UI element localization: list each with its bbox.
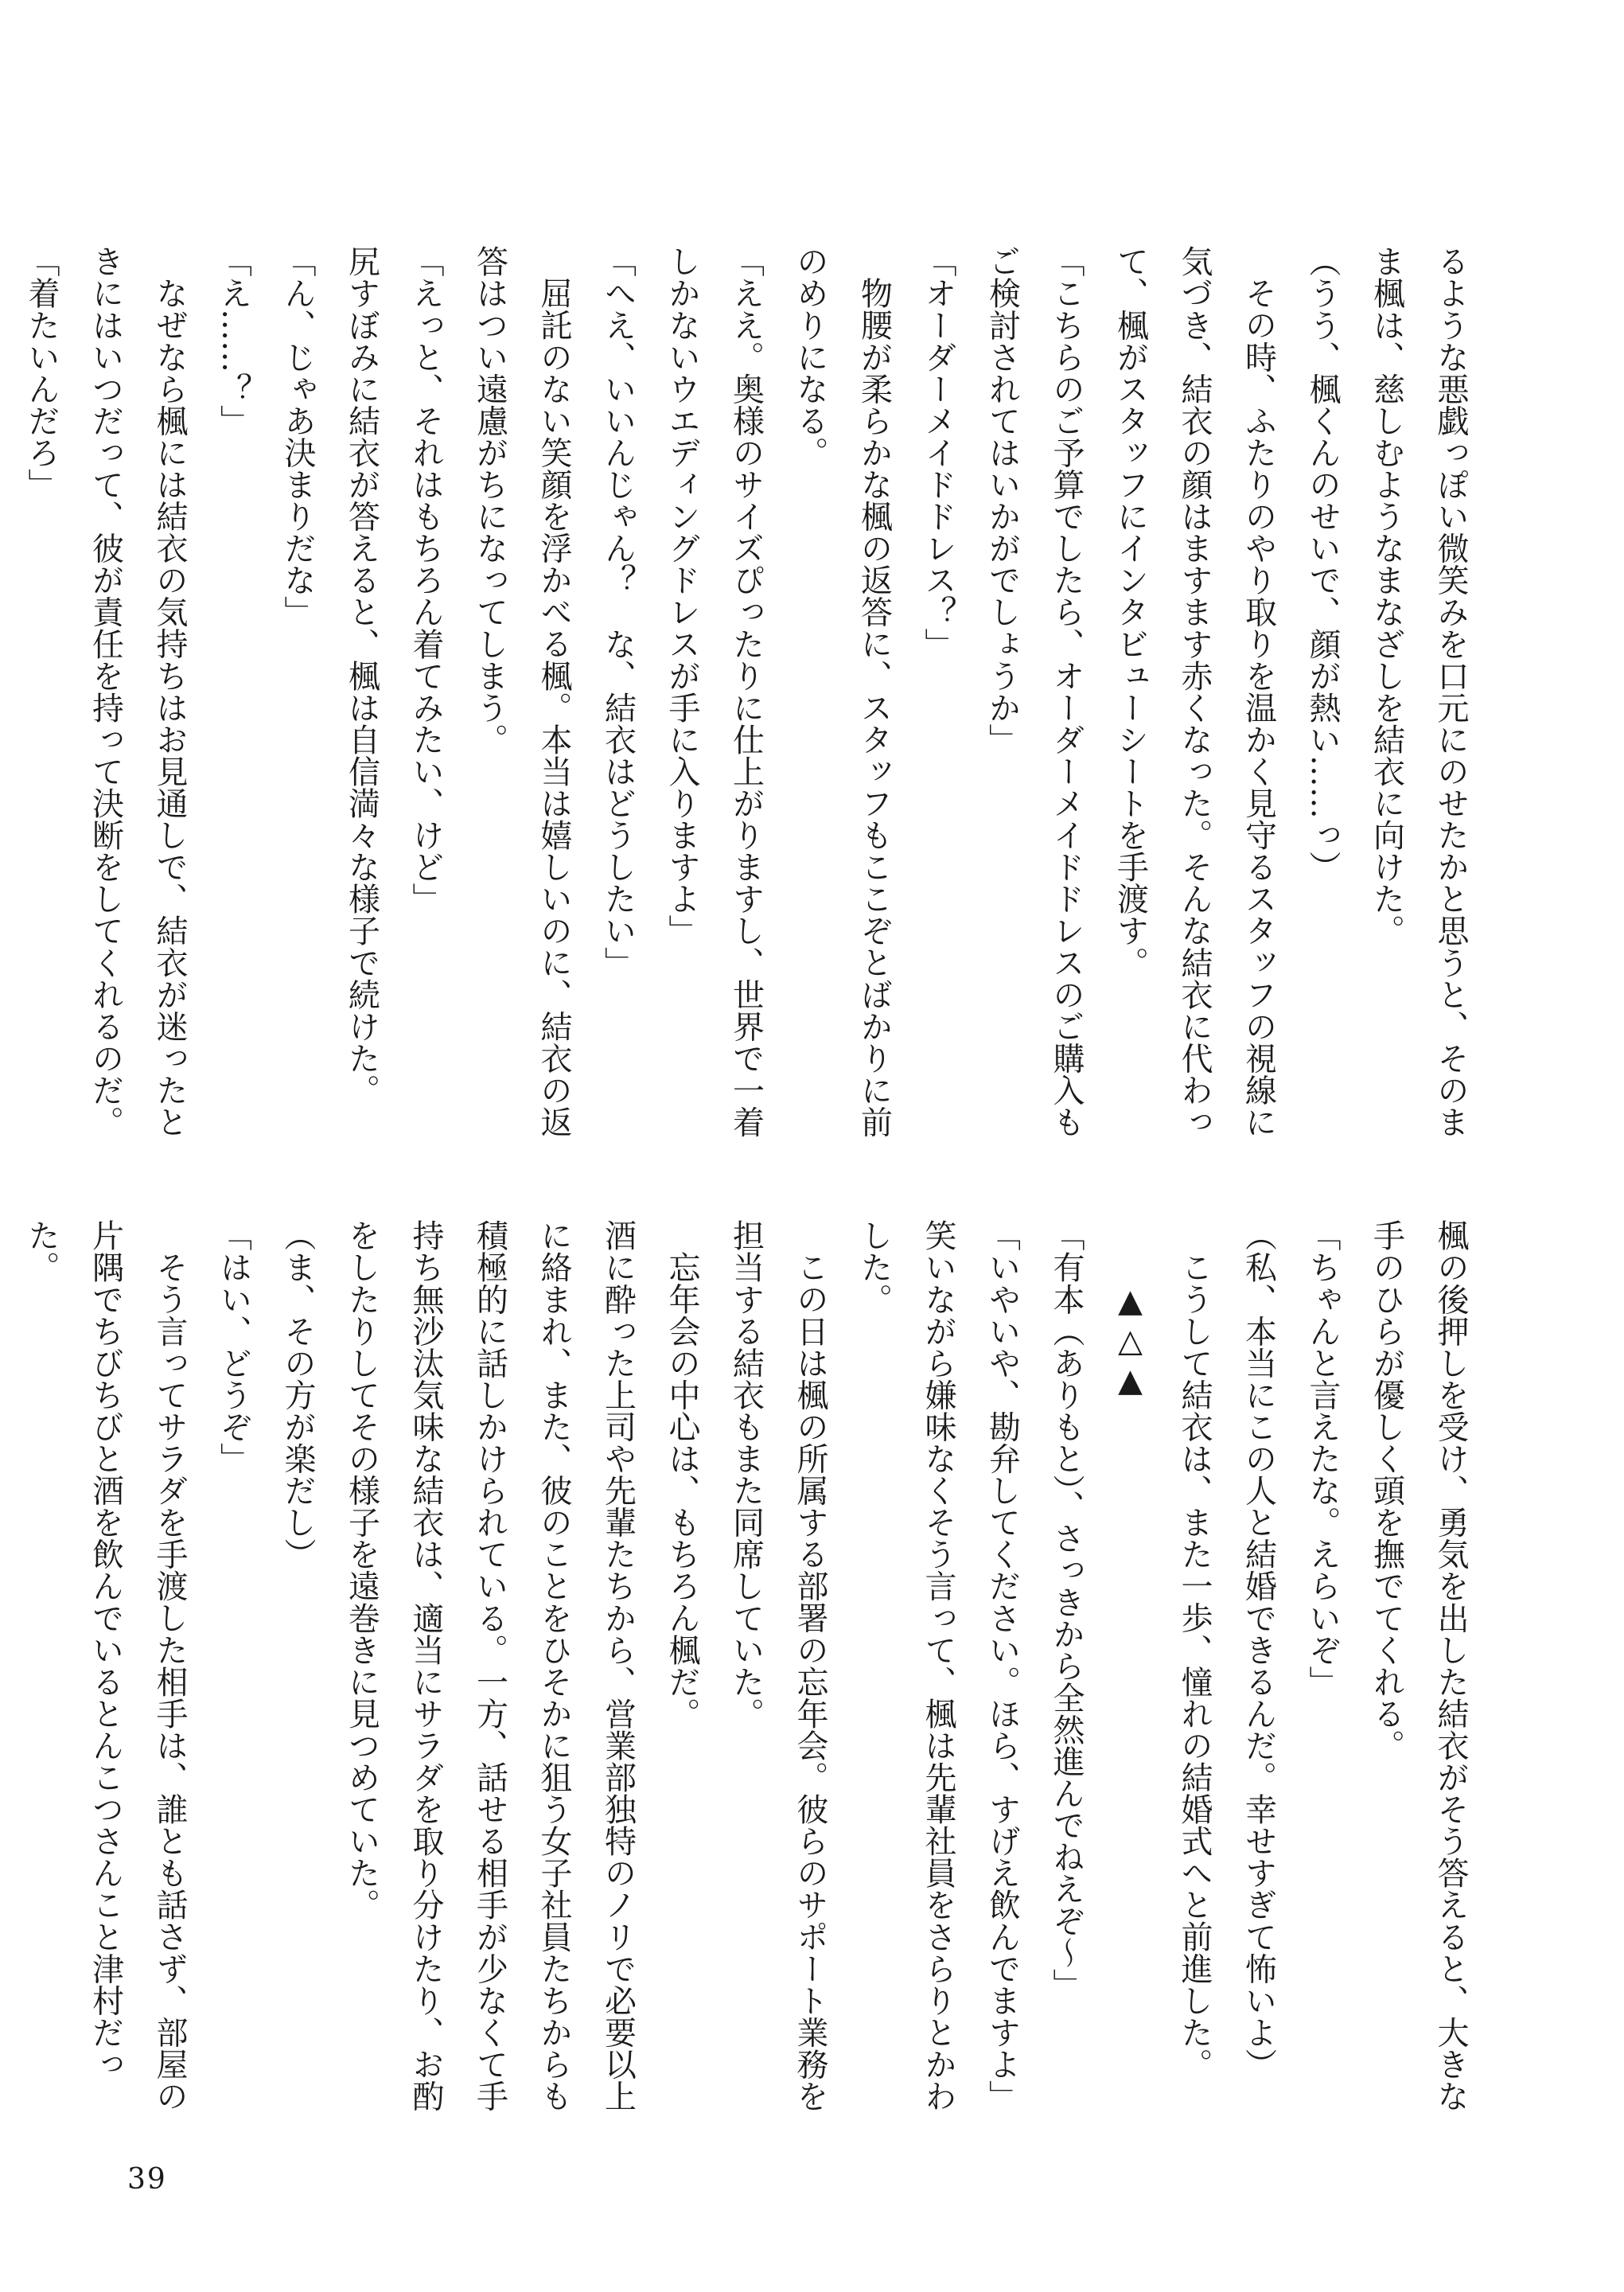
paragraph: 「はい、どうぞ」 [215, 1219, 252, 1475]
section-marker: ▲△▲ [1112, 1283, 1149, 1402]
paragraph: 「いやいや、勘弁してください。ほら、すげえ飲んでますよ」 [983, 1219, 1021, 2112]
paragraph: 「着たいんだろ」 [23, 245, 60, 501]
paragraph: この日は楓の所属する部署の忘年会。彼らのサポート業務を担当する結衣もまた同席していた。 [727, 1219, 828, 2112]
paragraph: 「こちらのご予算でしたら、オーダーメイドドレスのご購入もご検討されてはいかがでしょうか」 [983, 245, 1085, 1138]
paragraph: そう言ってサラダを手渡した相手は、誰とも話さず、部屋の片隅でちびちびと酒を飲んでいるとんこつさんこと津村だった。 [23, 1219, 188, 2112]
top-text-block [23, 245, 1482, 1144]
paragraph [0, 245, 10, 1144]
page-number: 39 [127, 2163, 167, 2196]
paragraph: 「ちゃんと言えたな。えらいぞ」 [1304, 1219, 1341, 1698]
paragraph: 尻すぼみに結衣が答えると、楓は自信満々な様子で続けた。 [343, 245, 380, 1106]
paragraph: 笑いながら嫌味なくそう言って、楓は先輩社員をさらりとかわした。 [855, 1219, 956, 2112]
paragraph: なぜなら楓には結衣の気持ちはお見通しで、結衣が迷ったときにはいつだって、彼が責任を持って決断をしてくれるのだ。 [87, 245, 188, 1138]
paragraph: 「へえ、いいんじゃん？ な、結衣はどうしたい」 [599, 245, 637, 979]
paragraph: こうして結衣は、また一歩、憧れの結婚式へと前進した。 [1176, 1251, 1213, 2080]
paragraph: 「オーダーメイドドレス？」 [920, 245, 956, 660]
bottom-text-block [23, 1219, 1482, 2119]
paragraph: （うう、楓くんのせいで、顔が熱い……っ） [1304, 245, 1341, 883]
paragraph: 「有本（ありもと）、さっきから全然進んでねえぞ～」 [1048, 1219, 1085, 2001]
paragraph: 酒に酔った上司や先輩たちから、営業部独特のノリで必要以上に絡まれ、また、彼のことをひそかに狙う女子社員たちからも積極的に話しかけられている。一方、話せる相手が少なくて手持ち無沙汰気味な結衣は、適当にサラダを取り分けたり、お酌をしたりしてその様子を遠巻きに見つめていた。 [343, 1219, 637, 2112]
paragraph: その時、ふたりのやり取りを温かく見守るスタッフの視線に気づき、結衣の顔はますます赤くなった。そんな結衣に代わって、楓がスタッフにインタビューシートを手渡す。 [1112, 245, 1277, 1138]
paragraph: 「ええ。奥様のサイズぴったりに仕上がりますし、世界で一着しかないウエディングドレスが手に入りますよ」 [664, 245, 765, 1138]
paragraph: 「ん、じゃあ決まりだな」 [279, 245, 316, 628]
paragraph: 屈託のない笑顔を浮かべる楓。本当は嬉しいのに、結衣の返答はつい遠慮がちになってしまう。 [471, 245, 572, 1138]
paragraph: 楓の後押しを受け、勇気を出した結衣がそう答えると、大きな手のひらが優しく頭を撫でてくれる。 [1368, 1219, 1469, 2112]
paragraph: （ま、その方が楽だし） [279, 1219, 316, 1570]
paragraph: 「えっと、それはもちろん着てみたい、けど」 [407, 245, 444, 915]
paragraph: 忘年会の中心は、もちろん楓だ。 [664, 1251, 700, 1729]
paragraph: 「え……？」 [215, 245, 252, 437]
paragraph: 物腰が柔らかな楓の返答に、スタッフもここぞとばかりに前のめりになる。 [792, 245, 893, 1138]
paragraph: （私、本当にこの人と結婚できるんだ。幸せすぎて怖いよ） [1240, 1219, 1277, 2080]
paragraph: るような悪戯っぽい微笑みを口元にのせたかと思うと、そのまま楓は、慈しむようなまなざしを結衣に向けた。 [1368, 245, 1469, 1138]
